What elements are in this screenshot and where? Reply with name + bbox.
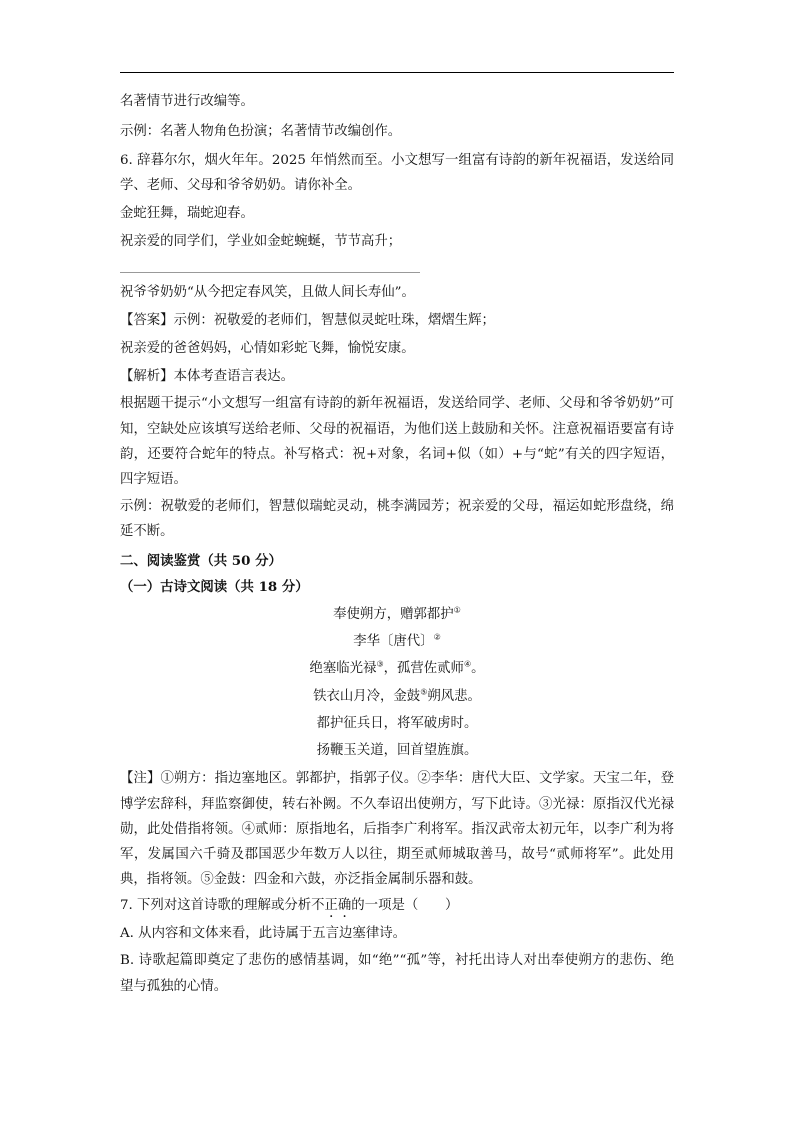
- blessing-line-3: 祝爷爷奶奶“从今把定春风笑，且做人间长寿仙”。: [120, 285, 415, 301]
- analysis-label: 【解析】: [120, 369, 174, 385]
- poem-line-4: 扬鞭玉关道，回首望旌旗。: [316, 743, 478, 759]
- answer-text: 示例：祝敬爱的老师们，智慧似灵蛇吐珠，熠熠生辉；: [173, 313, 495, 329]
- answer-line-2: 祝亲爱的爸爸妈妈，心情如彩蛇飞舞，愉悦安康。: [120, 341, 415, 357]
- answer-blank: [120, 254, 420, 273]
- analysis: [120, 365, 674, 389]
- poem-notes: 【注】①朔方：指边塞地区。郭都护，指郭子仪。②李华：唐代大臣、文学家。天宝二年，登博学宏辞科，拜监察御使，转右补阙。不久奉诏出使朔方，写下此诗。③光禄：原指汉代光禄勋，此处借指将领。④贰师：原指地名，后指李广利将军。指汉武帝太初元年，以李广利为将军，发属国六千骑及郡国恶少年数万人以往，期至贰师城取善马，故号“贰师将军”。此处用典，指将领。⑤金鼓：四金和六鼓，亦泛指金属制乐器和鼓。: [120, 771, 674, 888]
- analysis-paragraph-2: 示例：祝敬爱的老师们，智慧似瑞蛇灵动，桃李满园芳；祝亲爱的父母，福运如蛇形盘绕，绵延不断。: [120, 499, 674, 540]
- blessing-line-2: 祝亲爱的同学们，学业如金蛇蜿蜒，节节高升；: [120, 234, 402, 250]
- section-title: 二、阅读鉴赏（共 50 分）: [120, 552, 282, 569]
- header-rule: [120, 72, 674, 73]
- emphasis-char: 正: [324, 898, 338, 914]
- poem-line-3: 都护征兵日，将军破虏时。: [316, 715, 478, 731]
- poem-line-2: 铁衣山月冷，金鼓⑤朔风悲。: [313, 687, 481, 704]
- analysis-paragraph-1: 根据题干提示“小文想写一组富有诗韵的新年祝福语，发送给同学、老师、父母和爷爷奶奶”可知，空缺处应该填写送给老师、父母的祝福语，为他们送上鼓励和关怀。注意祝福语要富有诗韵，还要符合蛇年的特点。补写格式：祝+对象，名词+似（如）+与“蛇”有关的四字短语，四字短语。: [120, 396, 674, 488]
- poem-author: 李华〔唐代〕②: [353, 632, 441, 649]
- blessing-line-1: 金蛇狂舞，瑞蛇迎春。: [120, 206, 254, 222]
- text-line: 示例：名著人物角色扮演；名著情节改编创作。: [120, 124, 402, 139]
- poem-title: 奉使朔方，赠郭都护①: [333, 605, 461, 622]
- option-b: B. 诗歌起篇即奠定了悲伤的感情基调，如“绝”“孤”等，衬托出诗人对出奉使朔方的悲伤、绝望与孤独的心情。: [120, 953, 674, 994]
- text-line: 名著情节进行改编等。: [120, 94, 254, 109]
- answer: [120, 309, 674, 333]
- analysis-text: 本体考查语言表达。: [173, 369, 295, 385]
- question-6: 6. 辞暮尔尔，烟火年年。2025 年悄然而至。小文想写一组富有诗韵的新年祝福语，发送给同学、老师、父母和爷爷奶奶。请你补全。: [120, 153, 674, 194]
- document-body: [120, 90, 674, 999]
- question-7: 7. 下列对这首诗歌的理解或分析不正确的一项是（ ）: [120, 898, 459, 914]
- section-subtitle: （一）古诗文阅读（共 18 分）: [120, 578, 309, 595]
- poem-line-1: 绝塞临光禄③，孤营佐贰师④。: [309, 659, 485, 677]
- emphasis-char: 确: [337, 898, 352, 914]
- answer-label: 【答案】: [120, 313, 174, 329]
- option-a: A. 从内容和文体来看，此诗属于五言边塞律诗。: [120, 926, 406, 942]
- poem: [120, 601, 674, 765]
